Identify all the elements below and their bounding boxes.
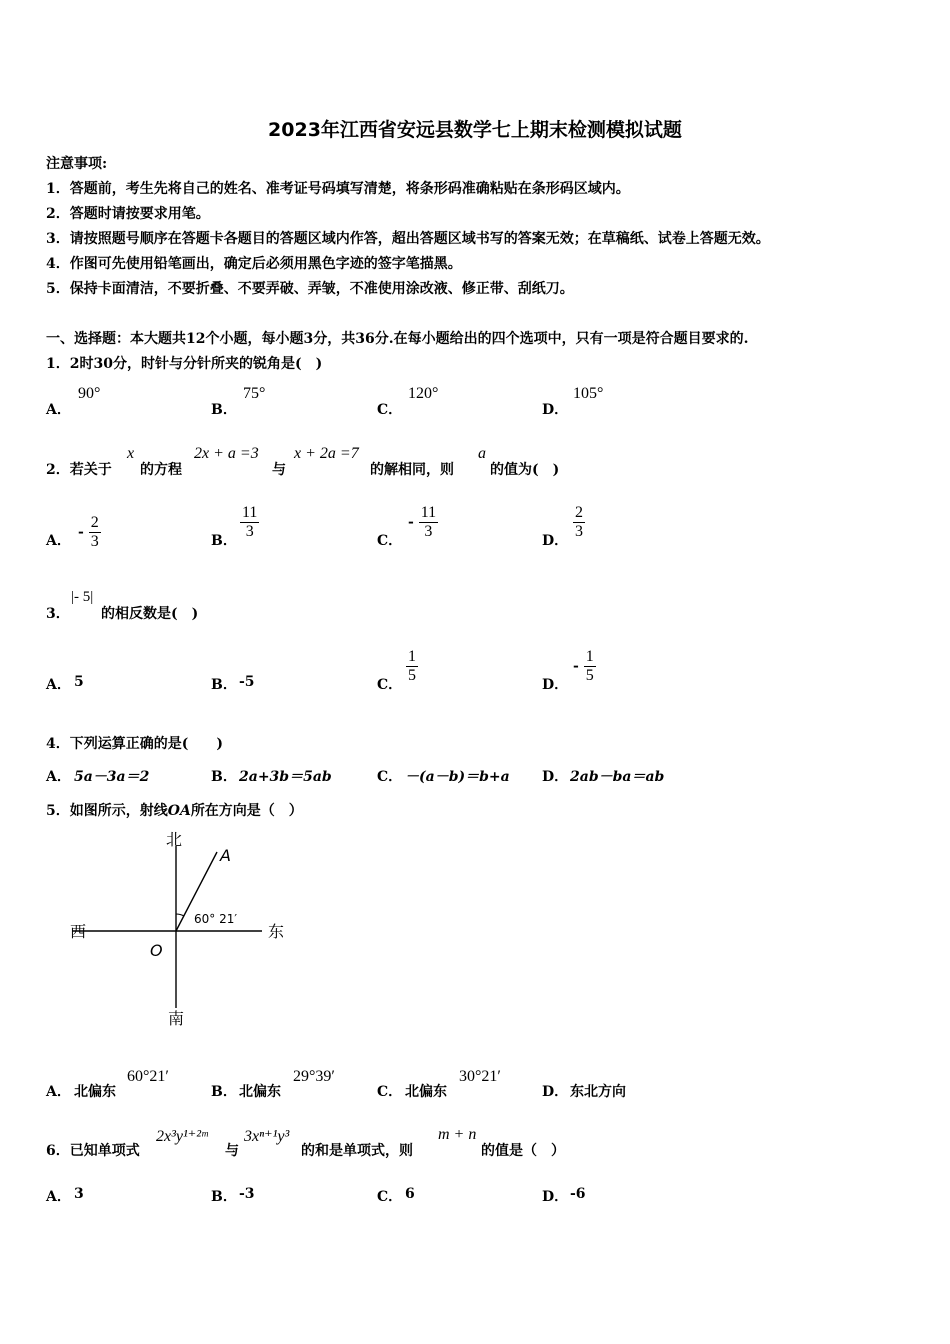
fraction-denominator: 3 [245, 523, 254, 540]
q2-option-d-label: D． [542, 533, 569, 549]
q6-monomial-2: 3xⁿ⁺¹y³ [244, 1128, 290, 1145]
east-label: 东 [268, 922, 285, 941]
q4-option-a-label: A． [46, 769, 71, 785]
notice-item: 4．作图可先使用铅笔画出，确定后必须用黑色字迹的签字笔描黑。 [46, 256, 462, 272]
q3-number: 3． [46, 606, 70, 622]
q3-absolute-value: |- 5| [71, 589, 94, 605]
q6-option-a-label: A． [46, 1189, 71, 1205]
q5-option-d-label: D． [542, 1084, 569, 1100]
fraction-denominator: 5 [585, 667, 594, 684]
q5-option-b-text: 北偏东 [239, 1084, 281, 1100]
q6-stem-part: 与 [225, 1143, 239, 1159]
q5-option-b-label: B． [211, 1084, 237, 1100]
q1-option-d-value: 105° [573, 385, 604, 402]
q1-option-d-label: D． [542, 402, 569, 418]
q2-option-c-value [408, 504, 438, 541]
notice-heading: 注意事项: [46, 156, 108, 172]
q5-ray-name: OA [167, 803, 191, 819]
notice-item: 3．请按照题号顺序在答题卡各题目的答题区域内作答，超出答题区域书写的答案无效；在草稿纸、试卷上答题无效。 [46, 231, 770, 247]
q3-option-c-label: C． [377, 677, 403, 693]
q1-stem: 1．2时30分，时针与分针所夹的锐角是( ) [46, 356, 323, 372]
q3-option-a-value: 5 [74, 674, 84, 690]
q2-option-a-label: A． [46, 533, 71, 549]
q3-stem: 的相反数是( ) [101, 606, 199, 622]
q6-option-c-value: 6 [405, 1186, 415, 1202]
page-title: 2023年江西省安远县数学七上期末检测模拟试题 [268, 119, 682, 141]
north-label: 北 [166, 830, 183, 849]
fraction-denominator: 5 [408, 667, 416, 684]
q6-stem-part: 的值是（ ） [481, 1143, 565, 1159]
q5-option-a-angle: 60°21′ [127, 1068, 169, 1085]
q2-stem-part: 的解相同，则 [370, 462, 454, 478]
fraction-numerator: 1 [585, 648, 594, 665]
minus-sign: - [573, 658, 579, 675]
q5-stem-part: 5．如图所示，射线 [46, 803, 168, 819]
q4-option-d-value: 2ab－ba＝ab [570, 769, 665, 785]
q5-stem-part: 所在方向是（ ） [190, 803, 303, 819]
notice-item: 5．保持卡面清洁，不要折叠、不要弄破、弄皱，不准使用涂改液、修正带、刮纸刀。 [46, 281, 574, 297]
q1-option-a-label: A． [46, 402, 71, 418]
point-a-label: A [220, 846, 231, 865]
q6-stem-part: 6．已知单项式 [46, 1143, 140, 1159]
q5-compass-figure [60, 828, 300, 1038]
q2-option-d-value [573, 504, 585, 541]
q2-var-a: a [478, 445, 486, 462]
fraction-denominator: 3 [424, 523, 433, 540]
angle-label: 60° 21′ [194, 912, 238, 926]
notice-item: 2．答题时请按要求用笔。 [46, 206, 210, 222]
q2-stem-part: 的方程 [140, 462, 182, 478]
angle-arc [176, 914, 184, 916]
fraction-numerator: 11 [420, 504, 437, 521]
fraction-denominator: 3 [575, 523, 583, 540]
q5-option-c-angle: 30°21′ [459, 1068, 501, 1085]
q5-option-c-label: C． [377, 1084, 403, 1100]
q5-option-a-label: A． [46, 1084, 71, 1100]
q2-stem-part: 与 [272, 462, 286, 478]
q5-option-b-angle: 29°39′ [293, 1068, 335, 1085]
minus-sign: - [408, 514, 414, 531]
q5-option-d-text: 东北方向 [570, 1084, 626, 1100]
q5-option-a-text: 北偏东 [74, 1084, 116, 1100]
q4-option-a-value: 5a－3a＝2 [74, 769, 150, 785]
q3-option-b-value: -5 [239, 674, 255, 690]
south-label: 南 [168, 1009, 185, 1028]
q2-stem-part: 的值为( ) [490, 462, 560, 478]
q6-option-b-value: -3 [239, 1186, 255, 1202]
q4-option-c-label: C． [377, 769, 403, 785]
q2-option-c-label: C． [377, 533, 403, 549]
q4-option-d-label: D． [542, 769, 569, 785]
q2-option-b-label: B． [211, 533, 237, 549]
q6-option-a-value: 3 [74, 1186, 84, 1202]
q4-stem: 4．下列运算正确的是( ) [46, 736, 223, 752]
minus-sign: - [78, 524, 84, 541]
q6-monomial-1: 2x³y¹⁺²ᵐ [156, 1128, 208, 1145]
fraction-numerator: 2 [575, 504, 583, 521]
q2-stem-part: 2．若关于 [46, 462, 112, 478]
q4-option-c-value: －(a－b)＝b+a [405, 769, 510, 785]
q3-option-c-value [406, 648, 418, 685]
fraction-numerator: 11 [242, 504, 258, 521]
q6-option-b-label: B． [211, 1189, 237, 1205]
q2-option-b-value [240, 504, 259, 541]
q2-var-x: x [127, 445, 135, 462]
q1-option-b-label: B． [211, 402, 237, 418]
q6-stem-part: 的和是单项式，则 [301, 1143, 413, 1159]
section-heading: 一、选择题：本大题共12个小题，每小题3分，共36分.在每小题给出的四个选项中，只有一项是符合题目要求的. [46, 331, 749, 347]
q4-option-b-label: B． [211, 769, 237, 785]
q5-option-c-text: 北偏东 [405, 1084, 447, 1100]
q5-stem [46, 800, 303, 820]
q3-option-d-value [573, 648, 596, 685]
q3-option-b-label: B． [211, 677, 237, 693]
q1-option-c-value: 120° [408, 385, 439, 402]
q3-option-d-label: D． [542, 677, 569, 693]
fraction-numerator: 1 [408, 648, 416, 665]
q1-option-c-label: C． [377, 402, 403, 418]
q1-option-a-value: 90° [78, 385, 101, 402]
q4-option-b-value: 2a+3b＝5ab [239, 769, 332, 785]
q2-option-a-value [78, 514, 101, 551]
fraction-numerator: 2 [90, 514, 99, 531]
q2-equation-1: 2x + a =3 [194, 445, 259, 462]
q2-equation-2: x + 2a =7 [294, 445, 359, 462]
q6-sum-expression: m + n [438, 1126, 477, 1143]
origin-label: O [150, 941, 163, 960]
q6-option-c-label: C． [377, 1189, 403, 1205]
fraction-denominator: 3 [90, 533, 99, 550]
west-label: 西 [70, 922, 87, 941]
q1-option-b-value: 75° [243, 385, 266, 402]
q6-option-d-value: -6 [570, 1186, 586, 1202]
q6-option-d-label: D． [542, 1189, 569, 1205]
notice-item: 1．答题前，考生先将自己的姓名、准考证号码填写清楚，将条形码准确粘贴在条形码区域内。 [46, 181, 630, 197]
q3-option-a-label: A． [46, 677, 71, 693]
